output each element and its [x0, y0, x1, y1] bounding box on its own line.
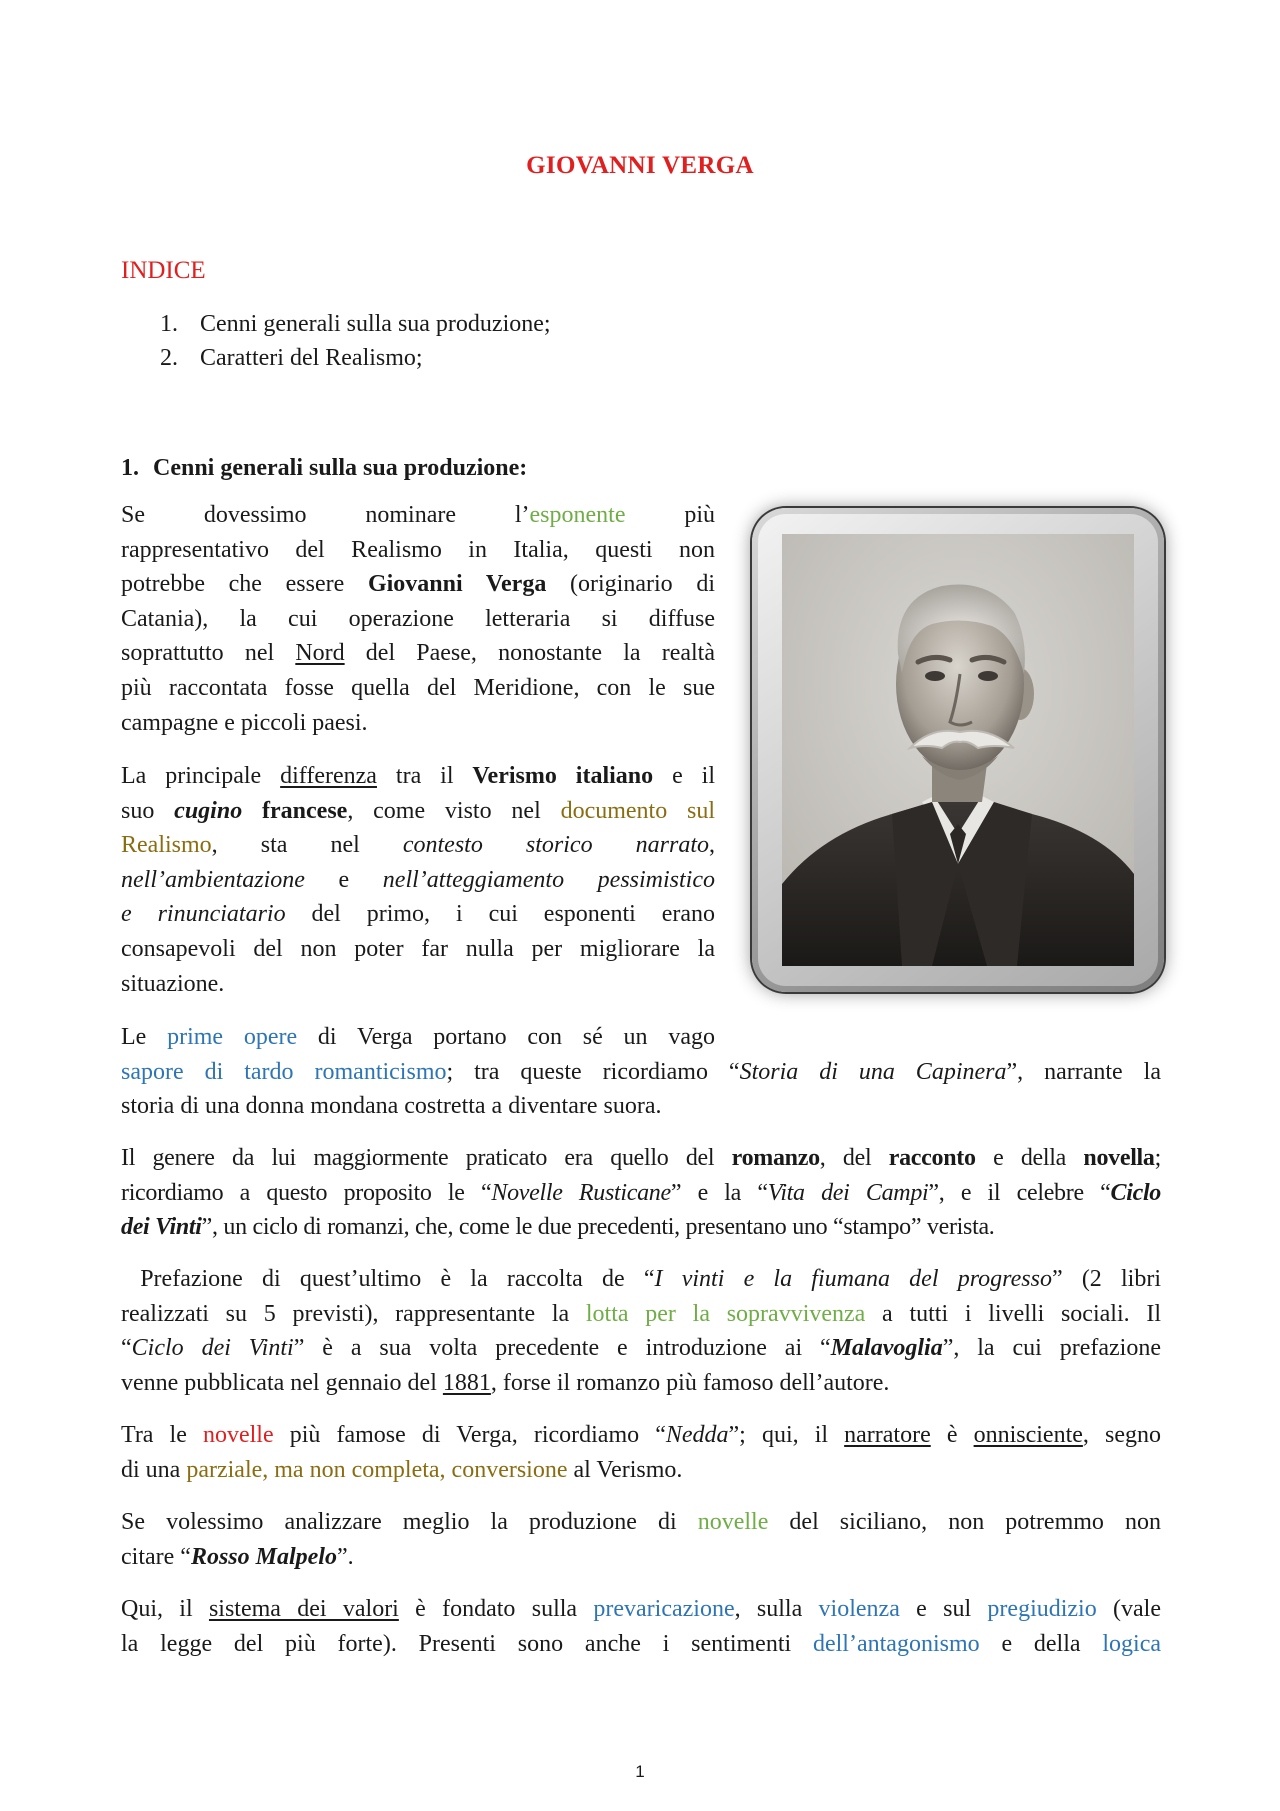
- text-line: situazione.: [121, 970, 225, 997]
- section-number: 1.: [121, 455, 139, 481]
- text-line: realizzati su 5 previsti), rappresentante la lotta per la sopravvivenza a tutti i livelli sociali. Il: [121, 1300, 1162, 1327]
- index-item-label: Cenni generali sulla sua produzione;: [200, 311, 551, 337]
- text-line: suo cugino francese, come visto nel documento sul: [121, 797, 716, 824]
- text-line: campagne e piccoli paesi.: [121, 709, 368, 736]
- section-heading: [121, 455, 527, 482]
- text-line: Realismo, sta nel contesto storico narrato,: [121, 832, 715, 859]
- index-item: [160, 341, 551, 375]
- index-list: [160, 307, 551, 375]
- index-item-number: 1.: [160, 311, 178, 337]
- section-title: Cenni generali sulla sua produzione:: [153, 455, 528, 481]
- text-line: consapevoli del non poter far nulla per migliorare la: [121, 935, 715, 962]
- paragraph-8: [121, 1592, 1161, 1661]
- paragraph-2: [121, 759, 715, 1001]
- document-title: GIOVANNI VERGA: [526, 152, 754, 179]
- text-line: Le prime opere di Verga portano con sé un vago: [121, 1024, 715, 1050]
- text-line: ricordiamo a questo proposito le “Novelle Rusticane” e la “Vita dei Campi”, e il celebre “Ciclo: [121, 1179, 1162, 1206]
- text-line: Prefazione di quest’ultimo è la raccolta de “I vinti e la fiumana del progresso” (2 libri: [121, 1266, 1162, 1292]
- text-line: e rinunciatario del primo, i cui esponenti erano: [121, 901, 715, 928]
- text-line: la legge del più forte). Presenti sono anche i sentimenti dell’antagonismo e della logica: [121, 1630, 1161, 1657]
- text-line: Tra le novelle più famose di Verga, ricordiamo “Nedda”; qui, il narratore è onnisciente, segno: [121, 1422, 1161, 1448]
- text-line: storia di una donna mondana costretta a diventare suora.: [121, 1093, 662, 1120]
- portrait-photo: [782, 534, 1134, 966]
- index-item-label: Caratteri del Realismo;: [200, 345, 423, 371]
- paragraph-6: [121, 1418, 1161, 1487]
- text-line: potrebbe che essere Giovanni Verga (originario di: [121, 571, 715, 598]
- text-line: Qui, il sistema dei valori è fondato sulla prevaricazione, sulla violenza e sul pregiudizio (vale: [121, 1596, 1162, 1622]
- index-item-number: 2.: [160, 345, 178, 371]
- paragraph-4: [121, 1141, 1161, 1245]
- page-number: 1: [635, 1762, 645, 1781]
- text-line: nell’ambientazione e nell’atteggiamento pessimistico: [121, 866, 715, 893]
- text-line: più raccontata fosse quella del Meridione, con le sue: [121, 674, 715, 701]
- text-line: Se volessimo analizzare meglio la produzione di novelle del siciliano, non potremmo non: [121, 1509, 1161, 1535]
- text-line: Il genere da lui maggiormente praticato era quello del romanzo, del racconto e della novella;: [121, 1145, 1162, 1171]
- text-line: soprattutto nel Nord del Paese, nonostante la realtà: [121, 640, 715, 667]
- text-line: “Ciclo dei Vinti” è a sua volta precedente e introduzione ai “Malavoglia”, la cui prefazione: [121, 1335, 1161, 1362]
- text-line: La principale differenza tra il Verismo italiano e il: [121, 763, 715, 789]
- text-line: citare “Rosso Malpelo”.: [121, 1543, 354, 1570]
- paragraph-3: [121, 1020, 1161, 1124]
- text-line: sapore di tardo romanticismo; tra queste ricordiamo “Storia di una Capinera”, narrante la: [121, 1058, 1161, 1085]
- portrait-frame: [752, 508, 1164, 992]
- paragraph-5: [121, 1262, 1161, 1400]
- index-heading: INDICE: [121, 257, 206, 284]
- paragraph-1: [121, 498, 715, 740]
- text-line: venne pubblicata nel gennaio del 1881, forse il romanzo più famoso dell’autore.: [121, 1369, 890, 1396]
- text-line: di una parziale, ma non completa, conversione al Verismo.: [121, 1456, 683, 1483]
- text-line: rappresentativo del Realismo in Italia, questi non: [121, 536, 715, 563]
- text-line: Catania), la cui operazione letteraria si diffuse: [121, 605, 715, 632]
- text-line: Se dovessimo nominare l’esponente più: [121, 502, 715, 528]
- text-line: dei Vinti”, un ciclo di romanzi, che, come le due precedenti, presentano uno “stampo” verista.: [121, 1214, 995, 1241]
- index-item: [160, 307, 551, 341]
- paragraph-7: [121, 1505, 1161, 1574]
